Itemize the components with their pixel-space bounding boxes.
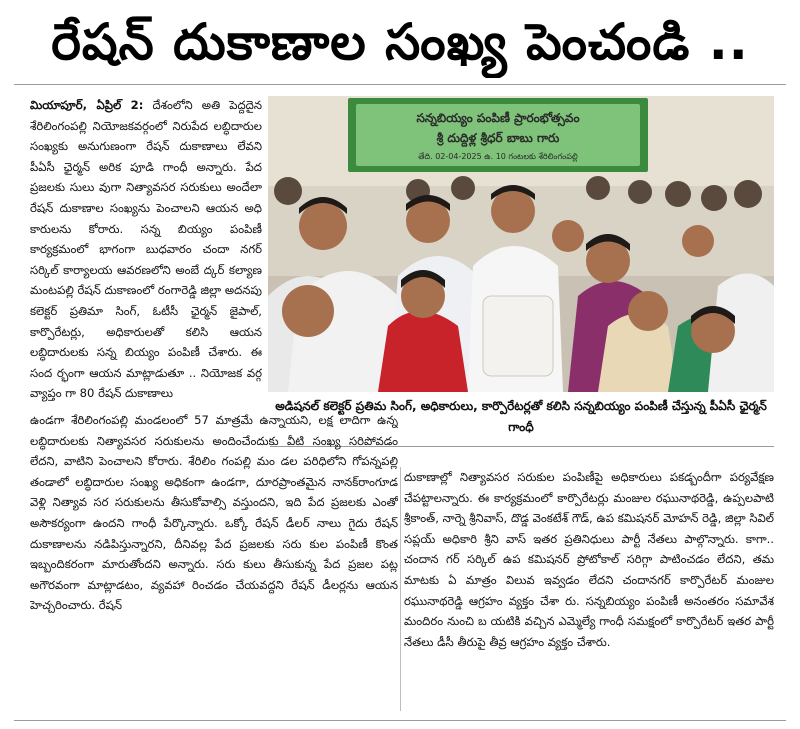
banner-line-2: శ్రీ దుద్దిళ్ల శ్రీధర్ బాబు గారు bbox=[436, 131, 560, 145]
article-text-bottom-right: దుకాణాల్లో నిత్యావసర సరుకుల పంపిణీపై అధికారులు పకడ్బందీగా పర్యవేక్షణ చేపట్టాలన్నారు. ఈ కార్యక్రమంలో కార్పొరేటర్లు మంజుల రఘునాథరెడ్డి, ఉప్పలపాటి శ్రీకాంత్, నార్నె శ్రీనివాస్, దొడ్డ వెంకటేశ్ గౌడ్, ఉప కమిషనర్ మోహన్ రెడ్డి, జిల్లా సివిల్ సప్లయ్ అధికారి శ్రీని వాస్ ఇతర ప్రతినిధులు పార్టీ నేతలు పాల్గొన్నారు. కాగా.. చందాన గర్ సర్కిల్ ఉప కమిషనర్ ప్రోటోకాల్ సరిగ్గా పాటించడం లేదని, తమ మాటకు ఏ మాత్రం విలువ ఇవ్వడం లేదని చందానగర్ కార్పొరేటర్ మంజుల రఘునాథరెడ్డి ఆగ్రహం వ్యక్తం చేశా రు. సన్నబియ్యం పంపిణీ అనంతరం సమావేశ మందిరం నుంచి బ యటికి వచ్చిన ఎమ్మెల్యే గాంధీ సమక్షంలో కార్పొరేటర్ ఇతర పార్టీ నేతలు డీసీ తీరుపై తీవ్ర ఆగ్రహం వ్యక్తం చేశారు. bbox=[404, 470, 774, 649]
banner-line-3: తేది. 02-04-2025 ఉ. 10 గంటలకు శేరిలింగంపల్లి bbox=[418, 152, 578, 161]
article-column-bottom-left bbox=[30, 410, 398, 716]
photo-caption: అడిషనల్ కలెక్టర్ ప్రతిమ సింగ్, అధికారులు, కార్పొరేటర్లతో కలిసి సన్నబియ్యం పంపిణీ చేస్తున్న పీఏసీ ఛైర్మన్ గాంధీ bbox=[275, 399, 767, 434]
article-column-bottom-right bbox=[404, 467, 774, 715]
column-divider bbox=[400, 467, 401, 711]
news-photo bbox=[268, 96, 774, 392]
article-text-left: దేశంలోని అతి పెద్దదైన శేరిలింగంపల్లి నియోజకవర్గంలో నిరుపేద లబ్ధిదారుల సంఖ్యకు అనుగుణంగా రేషన్ దుకాణాలు లేవని పీఏసీ ఛైర్మన్ అరిక పూడి గాంధీ అన్నారు. పేద ప్రజలకు సులు వుగా నిత్యావసర సరుకులు అందేలా రేషన్ దుకాణాల సంఖ్యను పెంచాలని ఆయన అధి కారులను కోరారు. సన్న బియ్యం పంపిణీ కార్యక్రమంలో భాగంగా బుధవారం చందా నగర్ సర్కిల్ కార్యాలయ ఆవరణలోని అంబే ద్కర్ కల్యాణ మంటపల్లి రేషన్ దుకాణంలో రంగారెడ్డి జిల్లా అదనపు కలెక్టర్ ప్రతిమా సింగ్, ఓటీసీ ఛైర్మన్ జైపాల్, కార్పొరేటర్లు, అధికారులతో కలిసి ఆయన లబ్ధిదారులకు సన్న బియ్యం పంపిణీ చేశారు. ఈ సంద ర్భంగా ఆయన మాట్లాడుతూ .. నియోజక వర్గ వ్యాప్తం గా 80 రేషన్ దుకాణాలు bbox=[30, 98, 262, 401]
bottom-rule bbox=[14, 720, 786, 721]
headline-rule bbox=[14, 84, 786, 85]
dateline: మియాపూర్, ఏప్రిల్ 2: bbox=[30, 98, 144, 112]
article-column-left bbox=[30, 95, 262, 409]
headline: రేషన్ దుకాణాల సంఖ్య పెంచండి .. bbox=[51, 13, 749, 71]
rice-bag bbox=[483, 296, 553, 376]
article-text-bottom-left: ఉండగా శేరిలింగంపల్లి మండలంలో 57 మాత్రమే ఉన్నాయని, లక్ష లాదిగా ఉన్న లబ్ధిదారులకు నిత్యావసర సరుకులను అందించేందుకు వీటి సంఖ్య సరిపోవడం లేదని, వాటిని పెంచాలని కోరారు. శేరిలిం గంపల్లి మం డల పరిధిలోని గోపన్నపల్లి తండాలో లబ్ధిదారుల సంఖ్య అధికంగా ఉండగా, దూరప్రాంతమైన నానక్‌రాంగూడ వెళ్లి నిత్యావ సర సరుకులను తీసుకోవాల్సి వస్తుందని, ఇది పేద ప్రజలకు ఎంతో అసౌకర్యంగా ఉందని గాంధీ పేర్కొన్నారు. ఒక్కో రేషన్ డీలర్ నాలు గైదు రేషన్ దుకాణాలను నడిపిస్తున్నారని, దీనివల్ల పేద ప్రజలకు సరు కుల పంపిణీ కొంత ఇబ్బందికరంగా మారుతోందని అన్నారు. సరు కులు తీసుకున్న పేద ప్రజల పట్ల అగౌరవంగా మాట్లాడటం, వ్యవహా రించడం చేయవద్దని రేషన్ డీలర్లను ఆయన హెచ్చరించారు. రేషన్ bbox=[30, 413, 398, 613]
banner-line-1: సన్నబియ్యం పంపిణీ ప్రారంభోత్సవం bbox=[416, 111, 580, 125]
